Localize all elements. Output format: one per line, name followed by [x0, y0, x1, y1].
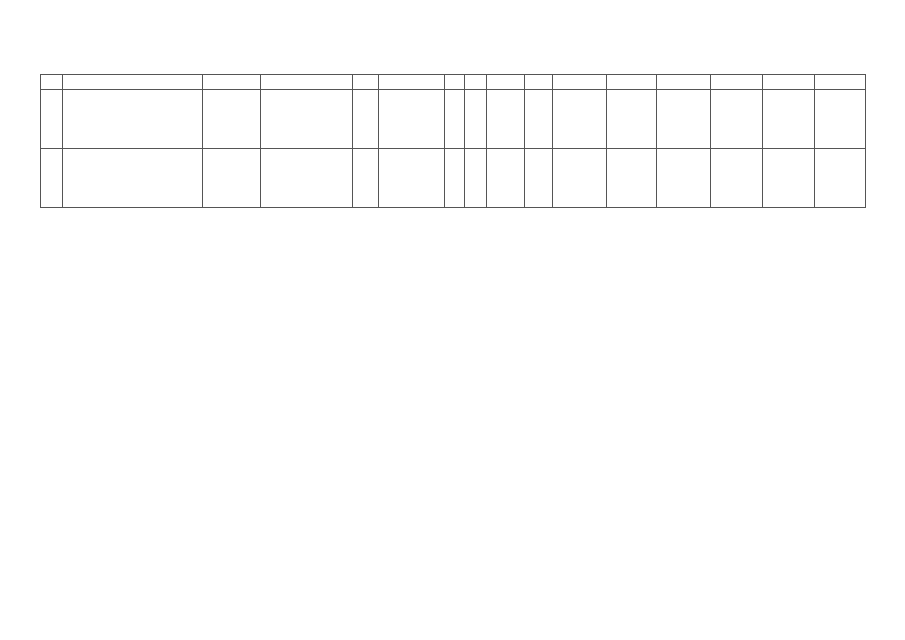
header-cell [203, 75, 261, 90]
table-cell [815, 149, 866, 208]
table-cell [657, 149, 711, 208]
table-cell [63, 90, 203, 149]
table-cell [553, 90, 607, 149]
header-cell [41, 75, 63, 90]
table-cell [261, 149, 353, 208]
header-cell [445, 75, 465, 90]
table-cell [63, 149, 203, 208]
header-cell [353, 75, 379, 90]
table-cell [261, 90, 353, 149]
data-table [40, 74, 866, 208]
table-cell [763, 90, 815, 149]
header-cell [525, 75, 553, 90]
table-cell [487, 90, 525, 149]
table-header-row [41, 75, 866, 90]
table-cell [445, 149, 465, 208]
table-cell [763, 149, 815, 208]
header-cell [607, 75, 657, 90]
table-cell [525, 149, 553, 208]
header-cell [465, 75, 487, 90]
table-cell [353, 90, 379, 149]
table-cell [41, 90, 63, 149]
table-cell [465, 90, 487, 149]
page-number [40, 48, 865, 66]
table-cell [525, 90, 553, 149]
header-cell [63, 75, 203, 90]
table-cell [657, 90, 711, 149]
table-cell [553, 149, 607, 208]
header-cell [711, 75, 763, 90]
table-cell [41, 149, 63, 208]
header-cell [763, 75, 815, 90]
table-cell [379, 90, 445, 149]
table-cell [487, 149, 525, 208]
table-row [41, 149, 866, 208]
header-cell [261, 75, 353, 90]
table-cell [379, 149, 445, 208]
table-cell [445, 90, 465, 149]
table-cell [353, 149, 379, 208]
table-cell [607, 149, 657, 208]
table-cell [711, 90, 763, 149]
table-cell [607, 90, 657, 149]
header-cell [553, 75, 607, 90]
header-cell [815, 75, 866, 90]
table-cell [465, 149, 487, 208]
header-cell [657, 75, 711, 90]
table-cell [203, 149, 261, 208]
table-cell [815, 90, 866, 149]
table-row [41, 90, 866, 149]
table-cell [203, 90, 261, 149]
table-cell [711, 149, 763, 208]
header-cell [487, 75, 525, 90]
header-cell [379, 75, 445, 90]
